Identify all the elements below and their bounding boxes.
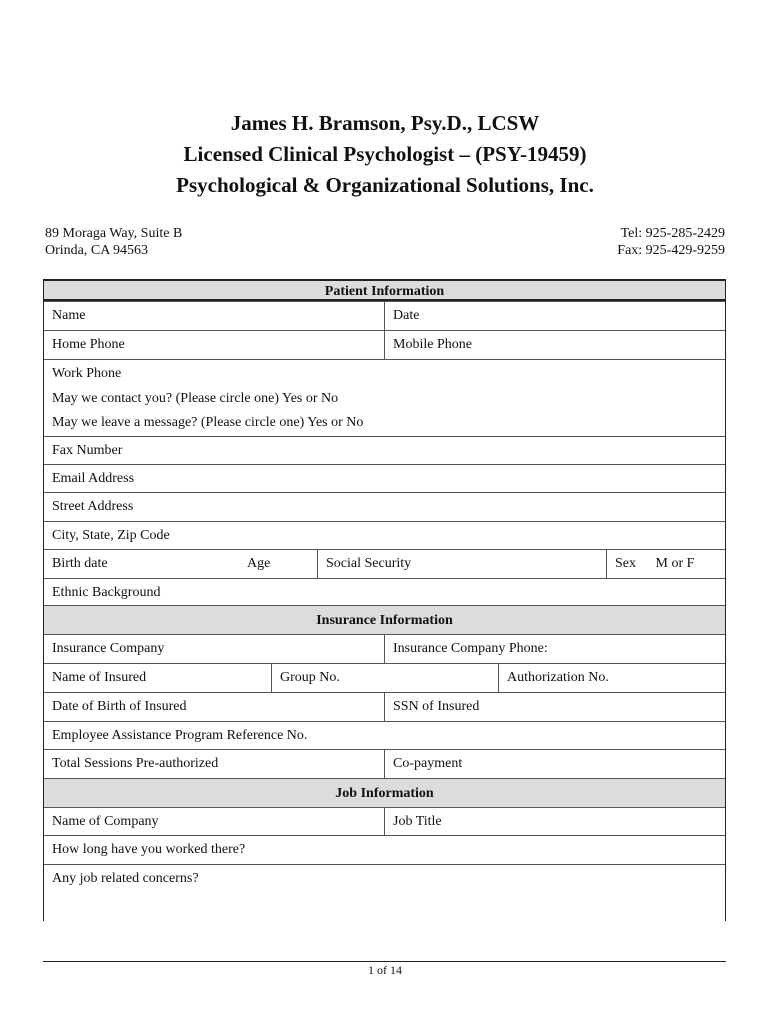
intake-form xyxy=(43,279,726,921)
employment-length-label: How long have you worked there? xyxy=(52,842,246,857)
street-address-block xyxy=(45,225,182,259)
fax: Fax: 925-429-9259 xyxy=(617,243,725,258)
street-address-field[interactable] xyxy=(44,492,725,521)
social-security-label: Social Security xyxy=(326,556,412,571)
footer-divider xyxy=(43,961,726,962)
job-concerns-field[interactable] xyxy=(44,864,725,921)
city-state-zip-label: City, State, Zip Code xyxy=(52,528,170,543)
patient-section-header xyxy=(44,279,725,301)
form-row xyxy=(44,692,725,721)
letterhead xyxy=(0,108,770,201)
email-label: Email Address xyxy=(52,471,135,486)
dob-insured-field[interactable] xyxy=(44,693,384,721)
form-row xyxy=(44,301,725,330)
form-row xyxy=(44,634,725,663)
ethnic-background-field[interactable] xyxy=(44,578,725,605)
message-question[interactable]: May we leave a message? (Please circle one) Yes or No xyxy=(52,415,364,430)
ethnic-background-label: Ethnic Background xyxy=(52,585,161,600)
copayment-field[interactable] xyxy=(384,750,725,778)
form-row xyxy=(44,330,725,359)
page-number: 1 of 14 xyxy=(368,963,402,977)
address-line-2: Orinda, CA 94563 xyxy=(45,243,149,258)
job-section-title: Job Information xyxy=(335,786,434,801)
age-field[interactable] xyxy=(239,550,317,578)
sex-options[interactable]: M or F xyxy=(655,556,695,571)
age-label: Age xyxy=(247,556,271,571)
employment-length-field[interactable] xyxy=(44,835,725,864)
insurance-company-field[interactable] xyxy=(44,635,384,663)
job-title-field[interactable] xyxy=(384,808,725,835)
home-phone-field[interactable] xyxy=(44,331,384,359)
name-of-insured-label: Name of Insured xyxy=(52,670,147,685)
insurance-phone-label: Insurance Company Phone: xyxy=(393,641,548,656)
contact-question[interactable]: May we contact you? (Please circle one) Yes or No xyxy=(52,391,339,406)
eap-reference-label: Employee Assistance Program Reference No. xyxy=(52,728,308,743)
insurance-company-label: Insurance Company xyxy=(52,641,165,656)
dob-insured-label: Date of Birth of Insured xyxy=(52,699,187,714)
fax-number-field[interactable] xyxy=(44,436,725,464)
insurance-section-title: Insurance Information xyxy=(316,613,453,628)
provider-name: James H. Bramson, Psy.D., LCSW xyxy=(230,111,540,135)
copayment-label: Co-payment xyxy=(393,756,463,771)
authorization-no-field[interactable] xyxy=(498,664,725,692)
home-phone-label: Home Phone xyxy=(52,337,125,352)
total-sessions-field[interactable] xyxy=(44,750,384,778)
email-field[interactable] xyxy=(44,464,725,492)
date-label: Date xyxy=(393,308,420,323)
street-address-label: Street Address xyxy=(52,499,134,514)
company-name-label: Name of Company xyxy=(52,814,159,829)
job-concerns-label: Any job related concerns? xyxy=(52,871,199,886)
job-title-label: Job Title xyxy=(393,814,442,829)
sex-label: Sex xyxy=(615,556,636,571)
company-name-field[interactable] xyxy=(44,808,384,835)
form-row xyxy=(44,663,725,692)
social-security-field[interactable] xyxy=(317,550,606,578)
form-row xyxy=(44,807,725,835)
insurance-section-header xyxy=(44,605,725,634)
form-row xyxy=(44,749,725,778)
group-no-field[interactable] xyxy=(271,664,498,692)
patient-section-title: Patient Information xyxy=(324,284,445,299)
company-name: Psychological & Organizational Solutions, Inc. xyxy=(176,173,594,197)
form-row xyxy=(44,549,725,578)
telephone: Tel: 925-285-2429 xyxy=(620,226,725,241)
group-no-label: Group No. xyxy=(280,670,340,685)
name-field[interactable] xyxy=(44,302,384,330)
ssn-insured-label: SSN of Insured xyxy=(393,699,480,714)
sex-field[interactable] xyxy=(606,550,725,578)
city-state-zip-field[interactable] xyxy=(44,521,725,549)
ssn-insured-field[interactable] xyxy=(384,693,725,721)
total-sessions-label: Total Sessions Pre-authorized xyxy=(52,756,219,771)
contact-block xyxy=(617,225,725,259)
name-of-insured-field[interactable] xyxy=(44,664,271,692)
eap-reference-field[interactable] xyxy=(44,721,725,749)
authorization-no-label: Authorization No. xyxy=(507,670,609,685)
address-line-1: 89 Moraga Way, Suite B xyxy=(45,226,183,241)
name-label: Name xyxy=(52,308,86,323)
job-section-header xyxy=(44,778,725,807)
date-field[interactable] xyxy=(384,302,725,330)
work-phone-label: Work Phone xyxy=(52,366,122,381)
insurance-phone-field[interactable] xyxy=(384,635,725,663)
mobile-phone-label: Mobile Phone xyxy=(393,337,472,352)
mobile-phone-field[interactable] xyxy=(384,331,725,359)
birth-date-field[interactable] xyxy=(44,550,239,578)
work-phone-row[interactable] xyxy=(44,359,725,436)
fax-number-label: Fax Number xyxy=(52,443,123,458)
birth-date-label: Birth date xyxy=(52,556,108,571)
provider-title: Licensed Clinical Psychologist – (PSY-19459) xyxy=(183,142,587,166)
